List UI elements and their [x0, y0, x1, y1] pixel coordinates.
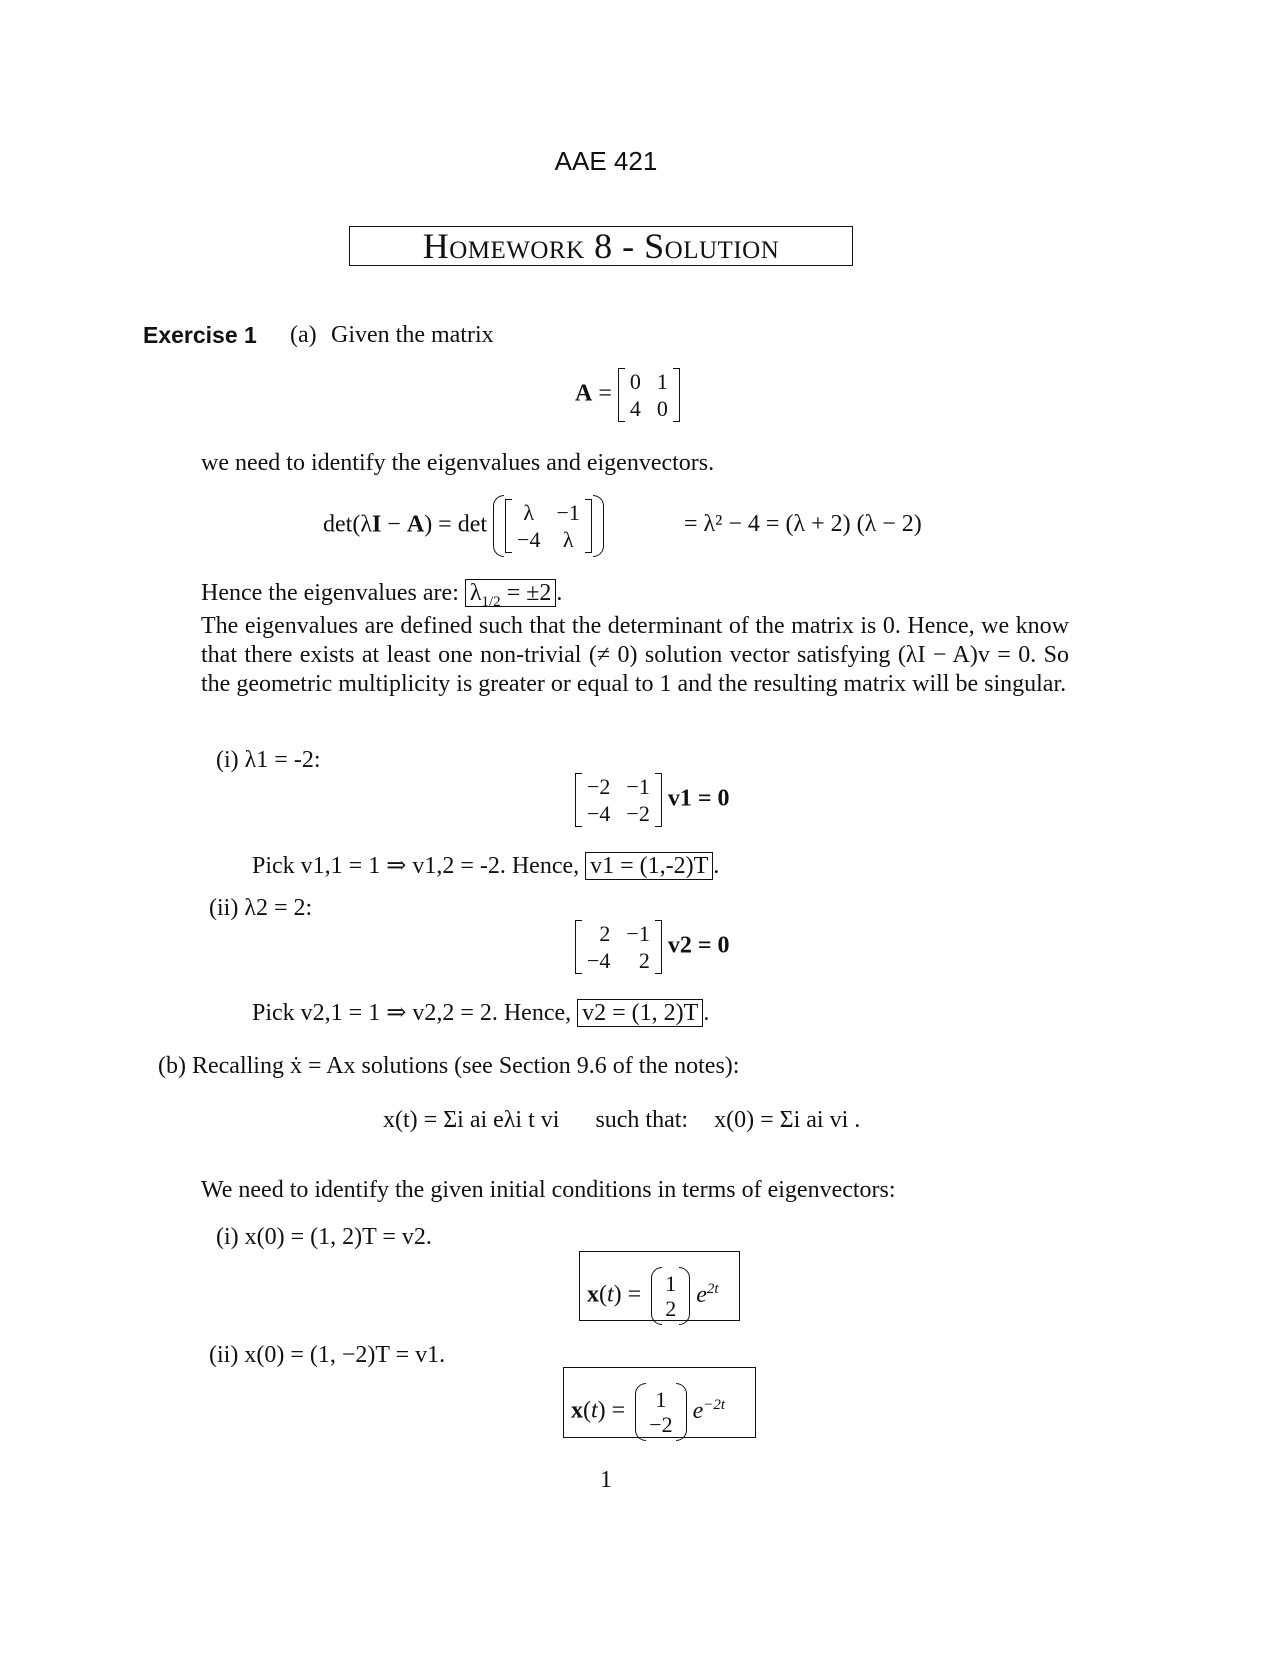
course-code: AAE 421 [554, 146, 658, 176]
b-case2-solution-box: x(t) = 1 −2 $e^{-2t}$ [563, 1367, 756, 1438]
b-case2-exponent: −2t [703, 1396, 726, 1413]
case2-matrix-cell-0-1: −1 [626, 921, 650, 946]
char-matrix-cell-0-0: λ [523, 500, 535, 525]
matrix-a-cell-1-1: 0 [656, 396, 668, 421]
need-initial-text: We need to identify the given initial conditions in terms of eigenvectors: [201, 1177, 896, 1203]
b-case1-line: (i) x(0) = (1, 2)T = v2. [216, 1224, 432, 1250]
case1-equation: −2 −1 −4 −2 v1 = 0 [575, 773, 730, 827]
part-b-intro-line [158, 1051, 739, 1081]
exercise-label: Exercise 1 [143, 322, 257, 348]
part-b-marker: (b) [158, 1053, 186, 1079]
case1-pick-text: Pick v1,1 = 1 ⇒ v1,2 = -2. Hence, [252, 853, 580, 879]
matrix-a-cell-0-1: 1 [656, 369, 668, 394]
b-case1-exponent: 2t [706, 1280, 719, 1297]
matrix-a [618, 368, 680, 422]
case1-matrix-cell-1-1: −2 [626, 801, 650, 826]
char-poly-result: = λ² − 4 = (λ + 2) (λ − 2) [684, 511, 922, 537]
case2-pick-line: Pick v2,1 = 1 ⇒ v2,2 = 2. Hence, v2 = (1, 2)T . [252, 1000, 710, 1026]
eigenvalues-result: $\lambda_{1/2} = \pm 2$ [465, 579, 557, 607]
such-that-text: such that: [595, 1107, 689, 1133]
b-case1-vector-entry-0: 1 [665, 1271, 677, 1296]
page-title-box [349, 226, 853, 266]
case2-eigenvalue: λ2 = 2: [244, 895, 313, 921]
case2-matrix-cell-1-0: −4 [587, 948, 611, 973]
part-a-marker: (a) [290, 322, 317, 348]
general-solution: x(t) = Σi ai eλi t vi [383, 1107, 560, 1133]
b-case1-condition: x(0) = (1, 2)T = v2. [244, 1224, 432, 1250]
char-matrix [505, 499, 592, 553]
char-poly-equation: det(λI − A) = det λ −1 −4 λ [323, 499, 604, 553]
b-case1-vector-entry-1: 2 [665, 1296, 677, 1321]
matrix-a-name: A [575, 380, 593, 407]
case1-label: (i) λ1 = -2: [216, 747, 321, 773]
page-number: 1 [600, 1467, 612, 1493]
b-case2-condition: x(0) = (1, −2)T = v1. [244, 1342, 446, 1368]
b-case2-vector-entry-0: 1 [655, 1387, 667, 1412]
char-matrix-cell-0-1: −1 [556, 500, 580, 525]
explanation-paragraph: The eigenvalues are defined such that the determinant of the matrix is 0. Hence, we know that there exists at least one non-trivial (≠ 0) solution vector satisfying (λI − A)v = 0. So the geometric multiplicity is greater or equal to 1 and the resulting matrix will be singular. [201, 613, 1069, 697]
b-case1-solution-box: x(t) = 1 2 $e^{2t}$ [579, 1251, 740, 1321]
part-b-intro: Recalling ẋ = Ax solutions (see Section 9.6 of the notes): [191, 1053, 740, 1079]
case2-matrix [575, 920, 662, 974]
case2-pick-text: Pick v2,1 = 1 ⇒ v2,2 = 2. Hence, [252, 1000, 572, 1026]
eigenvalues-prefix: Hence the eigenvalues are: [201, 580, 459, 606]
need-eigen-text: we need to identify the eigenvalues and eigenvectors. [201, 450, 715, 476]
case1-eigenvalue: λ1 = -2: [244, 747, 321, 773]
initial-condition-sum: x(0) = Σi ai vi . [714, 1107, 861, 1133]
matrix-a-equation: A = 0 1 4 0 [575, 368, 680, 422]
b-case2-line: (ii) x(0) = (1, −2)T = v1. [209, 1342, 446, 1368]
case2-matrix-cell-1-1: 2 [638, 948, 650, 973]
case1-pick-line: Pick v1,1 = 1 ⇒ v1,2 = -2. Hence, v1 = (1,-2)T . [252, 853, 720, 879]
char-matrix-cell-1-0: −4 [517, 527, 541, 552]
general-solution-line [383, 1105, 860, 1135]
case1-result: v1 = (1,-2)T [585, 852, 713, 880]
case2-equation: 2 −1 −4 2 v2 = 0 [575, 920, 730, 974]
eigenvalues-line: Hence the eigenvalues are: $\lambda_{1/2} = \pm 2$ . [201, 580, 563, 610]
case1-matrix [575, 773, 662, 827]
case1-matrix-cell-0-0: −2 [587, 774, 611, 799]
b-case2-vector-entry-1: −2 [649, 1412, 673, 1437]
case2-label: (ii) λ2 = 2: [209, 895, 313, 921]
page-title: Homework 8 - Solution [422, 226, 780, 266]
case1-matrix-cell-0-1: −1 [626, 774, 650, 799]
case2-matrix-cell-0-0: 2 [599, 921, 611, 946]
part-a-intro: Given the matrix [331, 322, 494, 348]
b-case2-vector [635, 1387, 686, 1437]
case1-matrix-cell-1-0: −4 [587, 801, 611, 826]
matrix-a-cell-1-0: 4 [629, 396, 641, 421]
case2-result: v2 = (1, 2)T [577, 999, 703, 1027]
b-case1-vector [651, 1271, 690, 1321]
char-matrix-cell-1-1: λ [562, 527, 574, 552]
char-matrix-parens [493, 499, 604, 553]
matrix-a-cell-0-0: 0 [629, 369, 641, 394]
